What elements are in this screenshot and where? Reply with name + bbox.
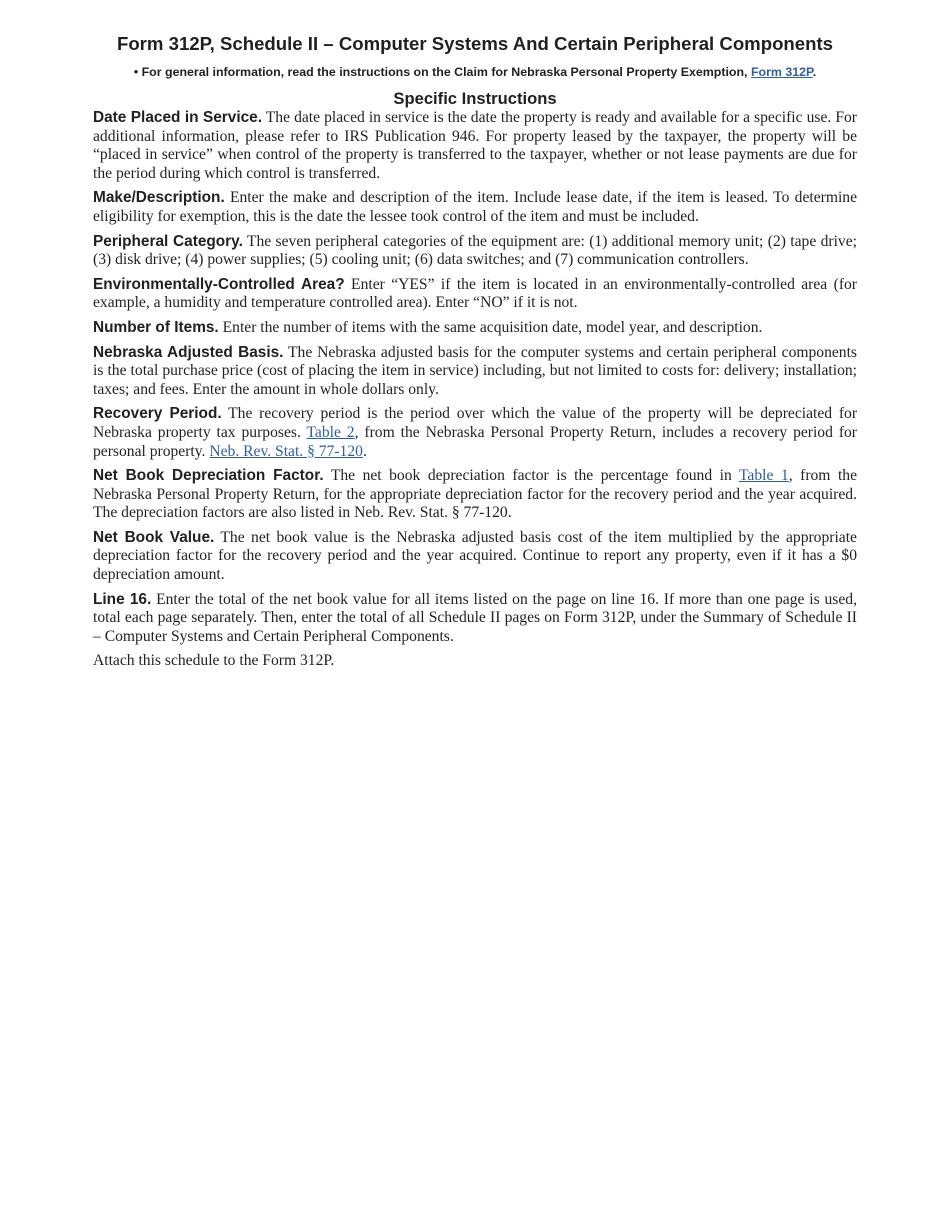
section-peripheral-category — [93, 233, 857, 270]
section-text: . — [362, 442, 367, 460]
section-heading: Peripheral Category. — [93, 232, 243, 250]
general-info-text: • For general information, read the instructions on the Claim for Nebraska Personal Property Exemption, — [133, 65, 751, 79]
table-2-link[interactable]: Table 2 — [306, 423, 355, 441]
section-text: , from the Nebraska Personal Property Return, includes a recovery period for personal property. — [93, 423, 857, 460]
section-text: The date placed in service is the date the property is ready and available for a specific use. For additional information, please refer to IRS Publication 946. For property leased by the taxpayer, the property will be “placed in service” when control of the property is transferred to the taxpayer, whether or not lease payments are due for the period during which control is transferred. — [93, 109, 857, 182]
section-text: Enter the total of the net book value for all items listed on the page on line 16. If more than one page is used, total each page separately. Then, enter the total of all Schedule II pages on Form 312P, under the Summary of Schedule II – Computer Systems and Certain Peripheral Components. — [93, 590, 857, 645]
section-heading: Environmentally-Controlled Area? — [93, 275, 345, 293]
section-text: Enter the make and description of the item. Include lease date, if the item is leased. To determine eligibility for exemption, this is the date the lessee took control of the item and must be included. — [93, 189, 857, 225]
form-312p-link[interactable]: Form 312P — [750, 65, 813, 79]
section-heading: Make/Description. — [93, 189, 225, 207]
statute-link[interactable]: Neb. Rev. Stat. § 77-120 — [209, 442, 363, 460]
section-heading: Net Book Depreciation Factor. — [93, 467, 324, 485]
section-text: Enter the number of items with the same acquisition date, model year, and description. — [218, 318, 763, 336]
section-text: The net book depreciation factor is the percentage found in — [323, 467, 739, 485]
section-date-placed — [93, 109, 857, 183]
document-page — [93, 32, 857, 677]
section-heading: Nebraska Adjusted Basis. — [93, 343, 284, 361]
table-1-link[interactable]: Table 1 — [739, 467, 789, 485]
section-heading: Number of Items. — [93, 318, 219, 336]
section-heading: Line 16. — [93, 590, 152, 608]
section-heading: Net Book Value. — [93, 528, 215, 546]
section-make-description — [93, 189, 857, 226]
section-text: Enter “YES” if the item is located in an environmentally-controlled area (for example, a humidity and temperature controlled area). Enter “NO” if it is not. — [93, 275, 857, 312]
general-info-line — [63, 64, 887, 81]
section-text: The recovery period is the period over which the value of the property will be depreciated for Nebraska property tax purposes. — [93, 405, 858, 441]
section-net-book-value — [93, 529, 857, 585]
section-recovery-period — [93, 405, 857, 461]
section-number-of-items — [93, 319, 857, 338]
section-text: , from the Nebraska Personal Property Return, for the appropriate depreciation factor for the recovery period and the year acquired. The depreciation factors are also listed in Neb. Rev. Stat. § 77-120. — [93, 467, 857, 522]
general-info-suffix: . — [812, 65, 817, 79]
section-adjusted-basis — [93, 344, 857, 400]
section-environment — [93, 276, 857, 313]
section-text: The seven peripheral categories of the equipment are: (1) additional memory unit; (2) tape drive; (3) disk drive; (4) power supplies; (5) cooling unit; (6) data switches; and (7) communication controllers. — [93, 232, 857, 269]
section-heading: Recovery Period. — [93, 405, 222, 423]
form-title: Form 312P, Schedule II – Computer Systems And Certain Peripheral Components — [116, 33, 834, 54]
section-line-16 — [93, 591, 857, 647]
section-text: The Nebraska adjusted basis for the computer systems and certain peripheral components is the total purchase price (cost of placing the item in service) including, but not limited to costs for: delivery; installation; taxes; and fees. Enter the amount in whole dollars only. — [93, 343, 858, 398]
section-text: The net book value is the Nebraska adjusted basis cost of the item multiplied by the appropriate depreciation factor for the recovery period and the year acquired. Continue to report any property, even if it has a $0 depreciation amount. — [93, 528, 857, 584]
section-heading: Date Placed in Service. — [93, 109, 262, 126]
specific-instructions-heading: Specific Instructions — [393, 89, 557, 108]
attach-note: Attach this schedule to the Form 312P. — [93, 652, 335, 670]
section-depreciation-factor — [93, 467, 857, 523]
